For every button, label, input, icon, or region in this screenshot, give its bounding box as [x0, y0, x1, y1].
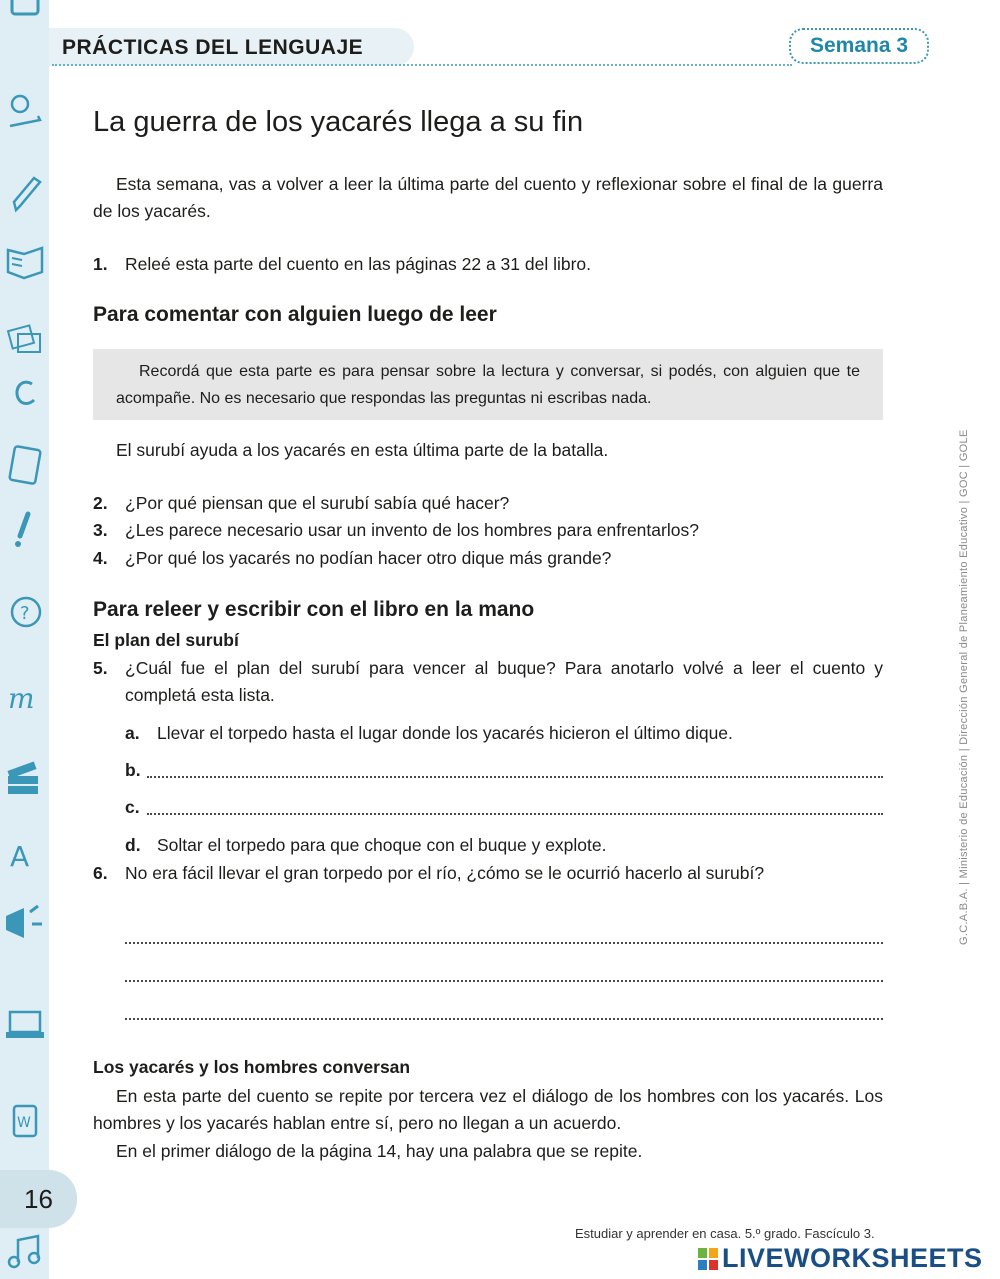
svg-text:m: m [8, 682, 35, 715]
answer-line-c[interactable] [147, 813, 883, 815]
books-stack-icon [4, 756, 46, 798]
exclamation-icon [4, 508, 46, 550]
question-number: 6. [93, 863, 108, 883]
answer-line-b[interactable] [147, 776, 883, 778]
svg-text:W: W [17, 1115, 31, 1131]
intro-paragraph: Esta semana, vas a volver a leer la última parte del cuento y reflexionar sobre el final de la guerra de los yacarés. [93, 174, 883, 221]
tablet-icon [4, 444, 46, 486]
answer-line-6b[interactable] [125, 980, 883, 982]
question-text: ¿Cuál fue el plan del surubí para vencer al buque? Para anotarlo volvé a leer el cuento y completá esta lista. [125, 658, 883, 705]
header-divider [52, 64, 792, 66]
music-note-icon [4, 1232, 46, 1274]
notebook-icon [4, 0, 46, 28]
child-reading-icon [4, 90, 46, 132]
question-3 [93, 517, 699, 544]
subject-title: PRÁCTICAS DEL LENGUAJE [62, 36, 364, 59]
side-credit: G.C.A.B.A. | Ministerio de Educación | Dirección General de Planeamiento Educativo | GOC | GOLE [958, 429, 970, 945]
step-c-letter: c. [125, 797, 140, 817]
question-bubble-icon [4, 592, 46, 634]
footer-text: Estudiar y aprender en casa. 5.º grado. Fascículo 3. [575, 1226, 875, 1241]
question-number: 3. [93, 520, 108, 540]
section-heading-comment: Para comentar con alguien luego de leer [93, 303, 497, 326]
book-icon [4, 240, 46, 282]
megaphone-icon [4, 902, 46, 944]
question-5 [93, 655, 883, 709]
step-b-letter: b. [125, 760, 141, 780]
sidebar-strip [0, 0, 49, 1279]
brand-name: LIVEWORKSHEETS [722, 1243, 983, 1273]
question-number: 5. [93, 658, 108, 678]
subheading-plan: El plan del surubí [93, 630, 239, 650]
step-letter: d. [125, 835, 141, 855]
question-number: 2. [93, 493, 108, 513]
question-2 [93, 490, 509, 517]
document-w-icon [4, 1100, 46, 1142]
svg-text:A: A [10, 840, 30, 873]
dialogue-paragraph-2: En el primer diálogo de la página 14, hay una palabra que se repite. [116, 1141, 643, 1161]
note-text: Recordá que esta parte es para pensar sobre la lectura y conversar, si podés, con alguien que te acompañe. No es necesario que respondas las preguntas ni escribas nada. [116, 363, 860, 407]
question-number: 4. [93, 548, 108, 568]
subheading-dialogue: Los yacarés y los hombres conversan [93, 1057, 411, 1077]
step-text: Soltar el torpedo para que choque con el buque y explote. [157, 835, 607, 855]
liveworksheets-icon [698, 1246, 718, 1272]
pencil-icon [4, 172, 46, 214]
question-6 [93, 860, 883, 887]
page-number: 16 [0, 1170, 77, 1228]
answer-line-6c[interactable] [125, 1018, 883, 1020]
question-1 [93, 251, 591, 278]
letter-c-icon [4, 372, 46, 414]
question-text: Releé esta parte del cuento en las páginas 22 a 31 del libro. [125, 254, 592, 274]
papers-icon [4, 318, 46, 360]
svg-text:?: ? [20, 603, 30, 624]
laptop-icon [4, 1004, 46, 1046]
question-4 [93, 545, 611, 572]
lead-paragraph: El surubí ayuda a los yacarés en esta última parte de la batalla. [116, 440, 609, 460]
question-text: No era fácil llevar el gran torpedo por el río, ¿cómo se le ocurrió hacerlo al surubí? [125, 863, 765, 883]
step-d [125, 832, 607, 859]
letter-a-icon [4, 832, 46, 874]
section-heading-reread: Para releer y escribir con el libro en la mano [93, 598, 535, 621]
question-text: ¿Por qué piensan que el surubí sabía qué hacer? [125, 493, 510, 513]
question-number: 1. [93, 254, 108, 274]
question-text: ¿Por qué los yacarés no podían hacer otro dique más grande? [125, 548, 612, 568]
answer-line-6a[interactable] [125, 942, 883, 944]
step-letter: a. [125, 723, 140, 743]
letter-m-icon [4, 676, 46, 718]
question-text: ¿Les parece necesario usar un invento de los hombres para enfrentarlos? [125, 520, 699, 540]
step-text: Llevar el torpedo hasta el lugar donde los yacarés hicieron el último dique. [157, 723, 733, 743]
week-badge: Semana 3 [789, 28, 929, 64]
note-box [93, 349, 883, 420]
brand-logo[interactable] [698, 1243, 983, 1274]
step-a [125, 720, 733, 747]
dialogue-paragraph-1: En esta parte del cuento se repite por tercera vez el diálogo de los hombres con los yacarés. Los hombres y los yacarés hablan entre sí, pero no llegan a un acuerdo. [93, 1086, 883, 1133]
page-title: La guerra de los yacarés llega a su fin [93, 106, 584, 138]
